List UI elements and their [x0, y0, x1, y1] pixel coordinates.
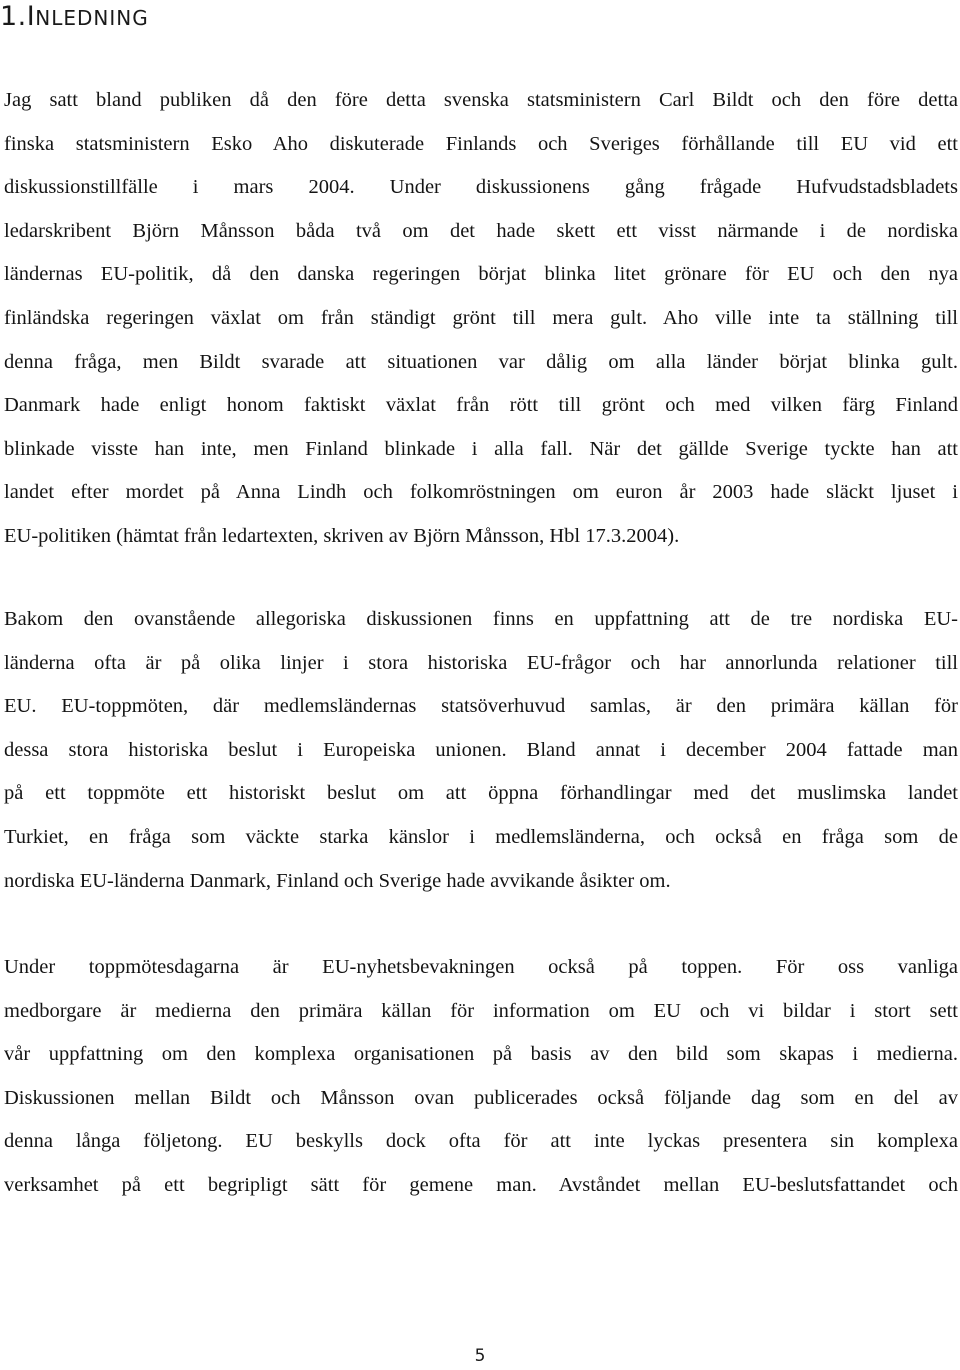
text-line: diskussionstillfälle i mars 2004. Under diskussionens gång frågade Hufvudstadsbladets	[4, 176, 958, 199]
text-line: vår uppfattning om den komplexa organisationen på basis av den bild som skapas i medierna.	[4, 1043, 958, 1066]
paragraph-3	[4, 946, 958, 1208]
text-line: Jag satt bland publiken då den före detta svenska statsministern Carl Bildt och den före detta	[4, 89, 958, 111]
text-line: verksamhet på ett begripligt sätt för gemene man. Avståndet mellan EU-beslutsfattandet och	[4, 1173, 958, 1196]
heading-rest: NLEDNING	[35, 6, 149, 30]
text-line: nordiska EU-länderna Danmark, Finland och Sverige hade avvikande åsikter om.	[4, 869, 671, 892]
text-line: medborgare är medierna den primära källan för information om EU och vi bildar i stort sett	[4, 999, 958, 1022]
text-line: Diskussionen mellan Bildt och Månsson ovan publicerades också följande dag som en del av	[4, 1086, 958, 1109]
paragraph-1	[4, 79, 958, 559]
text-line: Danmark hade enligt honom faktiskt växlat från rött till grönt och med vilken färg Finland	[4, 394, 958, 417]
text-line: ledarskribent Björn Månsson båda två om det hade skett ett visst närmande i de nordiska	[4, 219, 958, 242]
text-line: på ett toppmöte ett historiskt beslut om att öppna förhandlingar med det muslimska landet	[4, 782, 958, 805]
text-line: ländernas EU-politik, då den danska regeringen börjat blinka litet grönare för EU och den nya	[4, 263, 958, 286]
text-line: Under toppmötesdagarna är EU-nyhetsbevakningen också på toppen. För oss vanliga	[4, 956, 958, 978]
text-line: Turkiet, en fråga som väckte starka känslor i medlemsländerna, och också en fråga som de	[4, 825, 958, 848]
text-line: denna långa följetong. EU beskylls dock ofta för att inte lyckas presentera sin komplexa	[4, 1130, 958, 1153]
text-line: blinkade visste han inte, men Finland blinkade i alla fall. När det gällde Sverige tyckte han att	[4, 437, 958, 460]
text-line: EU-politiken (hämtat från ledartexten, skriven av Björn Månsson, Hbl 17.3.2004).	[4, 524, 680, 547]
text-line: finska statsministern Esko Aho diskuterade Finlands och Sveriges förhållande till EU vid ett	[4, 132, 958, 155]
page-number: 5	[474, 1346, 486, 1366]
text-line: denna fråga, men Bildt svarade att situationen var dålig om alla länder börjat blinka gult.	[4, 350, 958, 373]
heading-number: 1.	[0, 1, 27, 32]
text-line: dessa stora historiska beslut i Europeiska unionen. Bland annat i december 2004 fattade man	[4, 738, 958, 761]
text-line: EU. EU-toppmöten, där medlemsländernas statsöverhuvud samlas, är den primära källan för	[4, 695, 958, 718]
section-heading	[0, 0, 149, 35]
text-line: länderna ofta är på olika linjer i stora historiska EU-frågor och har annorlunda relationer till	[4, 651, 958, 674]
text-line: finländska regeringen växlat om från ständigt grönt till mera gult. Aho ville inte ta ställning till	[4, 306, 958, 329]
text-line: landet efter mordet på Anna Lindh och folkomröstningen om euron år 2003 hade släckt ljuset i	[4, 481, 958, 504]
text-line: Bakom den ovanstående allegoriska diskussionen finns en uppfattning att de tre nordiska EU-	[4, 608, 958, 630]
paragraph-2	[4, 598, 958, 903]
heading-initial: I	[26, 1, 36, 32]
